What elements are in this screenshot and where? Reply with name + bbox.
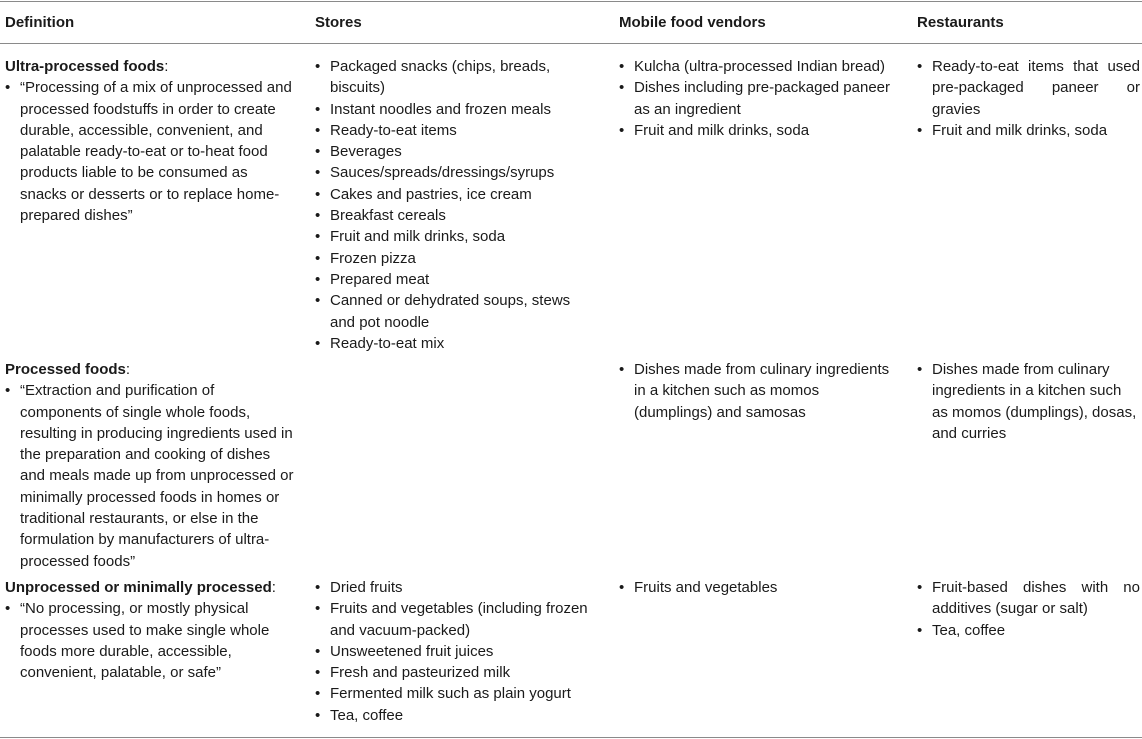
list-item: • Sauces/spreads/dressings/syrups bbox=[315, 162, 595, 183]
list-item: • Kulcha (ultra-processed Indian bread) bbox=[619, 56, 899, 77]
list-item: • Beverages bbox=[315, 141, 595, 162]
header-rule bbox=[0, 43, 1142, 44]
list-item: • Dishes including pre-packaged paneer as an ingredient bbox=[619, 77, 899, 120]
row-processed-vendors bbox=[619, 359, 899, 423]
row-unprocessed-definition bbox=[5, 577, 295, 683]
table-bottom-rule bbox=[0, 737, 1142, 738]
list-item: • Tea, coffee bbox=[917, 620, 1140, 641]
list-item: • Dried fruits bbox=[315, 577, 595, 598]
list-item: • Instant noodles and frozen meals bbox=[315, 99, 595, 120]
definition-text: • “No processing, or mostly physical processes used to make single whole foods more durable, accessible, convenient, palatable, or safe” bbox=[5, 598, 295, 683]
row-ultra-processed-restaurants bbox=[917, 56, 1140, 141]
header-restaurants: Restaurants bbox=[917, 14, 1004, 31]
row-unprocessed-vendors bbox=[619, 577, 899, 598]
list-item: • Packaged snacks (chips, breads, biscuits) bbox=[315, 56, 595, 99]
definition-list bbox=[5, 380, 295, 572]
row-unprocessed-restaurants bbox=[917, 577, 1140, 641]
list-item: • Dishes made from culinary ingredients in a kitchen such as momos (dumplings), dosas, and curries bbox=[917, 359, 1140, 444]
list-item: • Fruit and milk drinks, soda bbox=[619, 120, 899, 141]
category-label: Unprocessed or minimally processed: bbox=[5, 579, 276, 596]
table-top-rule bbox=[0, 1, 1142, 2]
list-item: • Ready-to-eat items that used pre-packaged paneer or gravies bbox=[917, 56, 1140, 120]
list-item: • Dishes made from culinary ingredients in a kitchen such as momos (dumplings) and samosas bbox=[619, 359, 899, 423]
list-item: • Cakes and pastries, ice cream bbox=[315, 184, 595, 205]
row-processed-restaurants bbox=[917, 359, 1140, 444]
definition-list bbox=[5, 598, 295, 683]
row-unprocessed-stores bbox=[315, 577, 595, 726]
definition-list bbox=[5, 77, 295, 226]
list-item: • Fruits and vegetables bbox=[619, 577, 899, 598]
header-stores: Stores bbox=[315, 14, 362, 31]
list-item: • Prepared meat bbox=[315, 269, 595, 290]
list-item: • Unsweetened fruit juices bbox=[315, 641, 595, 662]
list-item: • Canned or dehydrated soups, stews and pot noodle bbox=[315, 290, 595, 333]
list-item: • Fruit and milk drinks, soda bbox=[315, 226, 595, 247]
list-item: • Breakfast cereals bbox=[315, 205, 595, 226]
list-item: • Fruit-based dishes with no additives (sugar or salt) bbox=[917, 577, 1140, 620]
list-item: • Ready-to-eat mix bbox=[315, 333, 595, 354]
list-item: • Fruit and milk drinks, soda bbox=[917, 120, 1140, 141]
definition-text: • “Extraction and purification of components of single whole foods, resulting in producing ingredients used in the preparation and cooking of dishes and meals made up from unprocessed or minimally processed foods in homes or traditional restaurants, or else in the formulation by manufacturers of ultra-processed foods” bbox=[5, 380, 295, 572]
category-label: Ultra-processed foods: bbox=[5, 58, 169, 75]
list-item: • Fermented milk such as plain yogurt bbox=[315, 683, 595, 704]
list-item: • Ready-to-eat items bbox=[315, 120, 595, 141]
row-ultra-processed-vendors bbox=[619, 56, 899, 141]
row-processed-definition bbox=[5, 359, 295, 572]
row-ultra-processed-stores bbox=[315, 56, 595, 354]
list-item: • Tea, coffee bbox=[315, 705, 595, 726]
list-item: • Fresh and pasteurized milk bbox=[315, 662, 595, 683]
header-mobile-food-vendors: Mobile food vendors bbox=[619, 14, 766, 31]
definition-text: • “Processing of a mix of unprocessed and processed foodstuffs in order to create durable, accessible, convenient, and palatable ready-to-eat or to-heat food products liable to be consumed as snacks or desserts or to replace home-prepared dishes” bbox=[5, 77, 295, 226]
category-label: Processed foods: bbox=[5, 361, 131, 378]
row-ultra-processed-definition bbox=[5, 56, 295, 226]
list-item: • Fruits and vegetables (including frozen and vacuum-packed) bbox=[315, 598, 595, 641]
header-definition: Definition bbox=[5, 14, 75, 31]
list-item: • Frozen pizza bbox=[315, 248, 595, 269]
